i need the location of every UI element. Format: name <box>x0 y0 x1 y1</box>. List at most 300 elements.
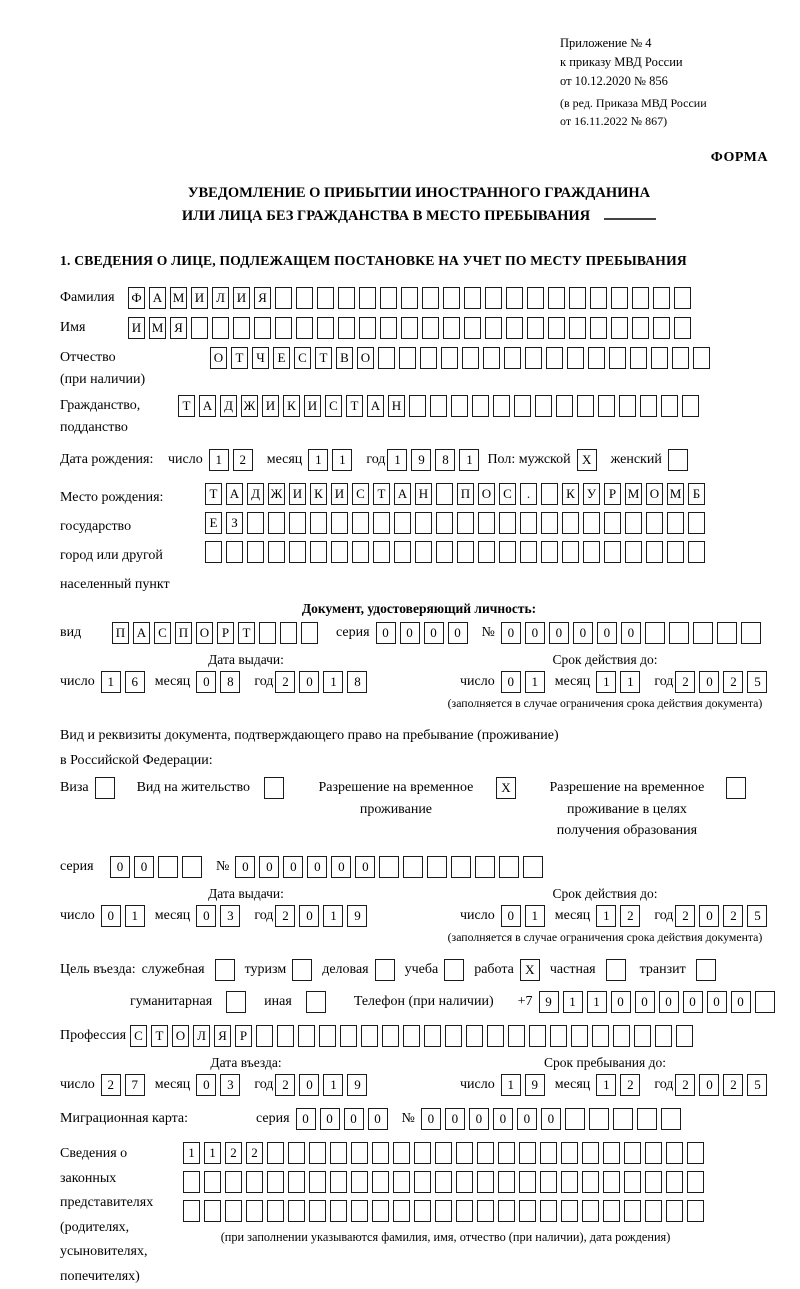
form-cell[interactable]: 0 <box>469 1108 489 1130</box>
form-cell[interactable]: 5 <box>747 671 767 693</box>
form-cell[interactable] <box>693 347 710 369</box>
form-cell[interactable] <box>436 512 453 534</box>
form-cell[interactable] <box>443 287 460 309</box>
form-cell[interactable] <box>561 1171 578 1193</box>
form-cell[interactable] <box>582 1171 599 1193</box>
form-cell[interactable]: Н <box>388 395 405 417</box>
form-cell[interactable] <box>504 347 521 369</box>
form-cell[interactable] <box>445 1025 462 1047</box>
form-cell[interactable] <box>352 512 369 534</box>
form-cell[interactable]: 2 <box>723 1074 743 1096</box>
form-cell[interactable] <box>668 449 688 471</box>
form-cell[interactable] <box>632 317 649 339</box>
form-cell[interactable] <box>645 622 665 644</box>
form-cell[interactable]: 0 <box>368 1108 388 1130</box>
form-cell[interactable]: С <box>499 483 516 505</box>
form-cell[interactable] <box>435 1200 452 1222</box>
form-cell[interactable] <box>519 1171 536 1193</box>
form-cell[interactable] <box>317 287 334 309</box>
form-cell[interactable] <box>351 1200 368 1222</box>
form-cell[interactable] <box>275 287 292 309</box>
form-cell[interactable] <box>619 395 636 417</box>
form-cell[interactable]: 3 <box>220 1074 240 1096</box>
form-cell[interactable] <box>464 287 481 309</box>
form-cell[interactable] <box>582 1142 599 1164</box>
form-cell[interactable]: 0 <box>134 856 154 878</box>
form-cell[interactable]: 2 <box>675 671 695 693</box>
form-cell[interactable]: 1 <box>596 671 616 693</box>
form-cell[interactable] <box>498 1171 515 1193</box>
form-cell[interactable]: X <box>496 777 516 799</box>
form-cell[interactable]: . <box>520 483 537 505</box>
form-cell[interactable] <box>666 1142 683 1164</box>
form-cell[interactable] <box>477 1200 494 1222</box>
form-cell[interactable] <box>191 317 208 339</box>
form-cell[interactable] <box>669 622 689 644</box>
form-cell[interactable] <box>548 317 565 339</box>
form-cell[interactable] <box>624 1200 641 1222</box>
form-cell[interactable]: 0 <box>196 1074 216 1096</box>
form-cell[interactable] <box>634 1025 651 1047</box>
form-cell[interactable]: Ф <box>128 287 145 309</box>
form-cell[interactable] <box>624 1142 641 1164</box>
form-cell[interactable]: 1 <box>596 905 616 927</box>
form-cell[interactable] <box>588 347 605 369</box>
form-cell[interactable] <box>267 1200 284 1222</box>
form-cell[interactable] <box>393 1200 410 1222</box>
form-cell[interactable]: 0 <box>448 622 468 644</box>
form-cell[interactable] <box>441 347 458 369</box>
form-cell[interactable] <box>540 1171 557 1193</box>
form-cell[interactable] <box>540 1200 557 1222</box>
form-cell[interactable]: С <box>154 622 171 644</box>
form-cell[interactable] <box>310 541 327 563</box>
form-cell[interactable]: 2 <box>275 1074 295 1096</box>
form-cell[interactable] <box>204 1200 221 1222</box>
form-cell[interactable]: 0 <box>659 991 679 1013</box>
form-cell[interactable] <box>687 1171 704 1193</box>
form-cell[interactable] <box>292 959 312 981</box>
form-cell[interactable]: 1 <box>323 671 343 693</box>
form-cell[interactable]: Р <box>604 483 621 505</box>
form-cell[interactable] <box>359 317 376 339</box>
form-cell[interactable]: А <box>394 483 411 505</box>
form-cell[interactable]: Д <box>247 483 264 505</box>
form-cell[interactable]: Т <box>231 347 248 369</box>
form-cell[interactable] <box>589 1108 609 1130</box>
form-cell[interactable] <box>361 1025 378 1047</box>
form-cell[interactable]: П <box>457 483 474 505</box>
form-cell[interactable]: 0 <box>683 991 703 1013</box>
form-cell[interactable] <box>288 1200 305 1222</box>
form-cell[interactable]: 0 <box>611 991 631 1013</box>
form-cell[interactable] <box>472 395 489 417</box>
form-cell[interactable] <box>527 317 544 339</box>
form-cell[interactable]: 1 <box>501 1074 521 1096</box>
form-cell[interactable] <box>414 1200 431 1222</box>
form-cell[interactable] <box>604 541 621 563</box>
form-cell[interactable]: Е <box>205 512 222 534</box>
form-cell[interactable] <box>592 1025 609 1047</box>
form-cell[interactable] <box>456 1200 473 1222</box>
form-cell[interactable]: Я <box>170 317 187 339</box>
form-cell[interactable] <box>372 1171 389 1193</box>
form-cell[interactable]: 2 <box>101 1074 121 1096</box>
form-cell[interactable] <box>435 1171 452 1193</box>
form-cell[interactable]: И <box>289 483 306 505</box>
form-cell[interactable] <box>379 856 399 878</box>
form-cell[interactable] <box>352 541 369 563</box>
form-cell[interactable]: 0 <box>707 991 727 1013</box>
form-cell[interactable] <box>667 512 684 534</box>
form-cell[interactable] <box>498 1200 515 1222</box>
form-cell[interactable]: 0 <box>299 671 319 693</box>
form-cell[interactable]: У <box>583 483 600 505</box>
form-cell[interactable] <box>653 287 670 309</box>
form-cell[interactable] <box>330 1142 347 1164</box>
form-cell[interactable] <box>535 395 552 417</box>
form-cell[interactable]: Т <box>315 347 332 369</box>
form-cell[interactable]: 1 <box>387 449 407 471</box>
form-cell[interactable] <box>422 317 439 339</box>
form-cell[interactable]: Б <box>688 483 705 505</box>
form-cell[interactable] <box>288 1142 305 1164</box>
form-cell[interactable] <box>613 1025 630 1047</box>
form-cell[interactable] <box>403 856 423 878</box>
form-cell[interactable]: 2 <box>723 671 743 693</box>
form-cell[interactable]: 1 <box>525 671 545 693</box>
form-cell[interactable]: И <box>191 287 208 309</box>
form-cell[interactable] <box>226 541 243 563</box>
form-cell[interactable] <box>696 959 716 981</box>
form-cell[interactable] <box>409 395 426 417</box>
form-cell[interactable]: 0 <box>541 1108 561 1130</box>
form-cell[interactable] <box>373 512 390 534</box>
form-cell[interactable]: Т <box>178 395 195 417</box>
form-cell[interactable]: С <box>130 1025 147 1047</box>
form-cell[interactable] <box>487 1025 504 1047</box>
form-cell[interactable]: 1 <box>459 449 479 471</box>
form-cell[interactable]: Я <box>254 287 271 309</box>
form-cell[interactable] <box>550 1025 567 1047</box>
form-cell[interactable]: 1 <box>183 1142 200 1164</box>
form-cell[interactable]: О <box>196 622 213 644</box>
form-cell[interactable] <box>256 1025 273 1047</box>
form-cell[interactable] <box>330 1200 347 1222</box>
form-cell[interactable] <box>499 856 519 878</box>
form-cell[interactable] <box>590 317 607 339</box>
form-cell[interactable] <box>401 317 418 339</box>
form-cell[interactable] <box>394 512 411 534</box>
form-cell[interactable] <box>717 622 737 644</box>
form-cell[interactable] <box>590 287 607 309</box>
form-cell[interactable]: 2 <box>620 905 640 927</box>
form-cell[interactable] <box>319 1025 336 1047</box>
form-cell[interactable] <box>569 287 586 309</box>
form-cell[interactable] <box>475 856 495 878</box>
form-cell[interactable]: И <box>128 317 145 339</box>
form-cell[interactable] <box>351 1142 368 1164</box>
form-cell[interactable]: 9 <box>539 991 559 1013</box>
form-cell[interactable] <box>651 347 668 369</box>
form-cell[interactable]: 2 <box>620 1074 640 1096</box>
form-cell[interactable] <box>296 317 313 339</box>
form-cell[interactable] <box>268 512 285 534</box>
form-cell[interactable]: И <box>262 395 279 417</box>
form-cell[interactable] <box>577 395 594 417</box>
form-cell[interactable] <box>183 1200 200 1222</box>
form-cell[interactable] <box>506 287 523 309</box>
form-cell[interactable]: 0 <box>493 1108 513 1130</box>
form-cell[interactable] <box>309 1142 326 1164</box>
form-cell[interactable] <box>183 1171 200 1193</box>
form-cell[interactable] <box>420 347 437 369</box>
form-cell[interactable] <box>247 512 264 534</box>
form-cell[interactable]: Ж <box>268 483 285 505</box>
form-cell[interactable]: 0 <box>320 1108 340 1130</box>
form-cell[interactable] <box>598 395 615 417</box>
form-cell[interactable] <box>375 959 395 981</box>
form-cell[interactable] <box>661 1108 681 1130</box>
form-cell[interactable]: 2 <box>275 671 295 693</box>
form-cell[interactable] <box>443 317 460 339</box>
form-cell[interactable]: Л <box>193 1025 210 1047</box>
form-cell[interactable] <box>611 317 628 339</box>
form-cell[interactable] <box>666 1200 683 1222</box>
form-cell[interactable] <box>451 856 471 878</box>
form-cell[interactable]: 0 <box>296 1108 316 1130</box>
form-cell[interactable] <box>310 512 327 534</box>
form-cell[interactable] <box>254 317 271 339</box>
form-cell[interactable] <box>478 512 495 534</box>
form-cell[interactable] <box>604 512 621 534</box>
form-cell[interactable] <box>182 856 202 878</box>
form-cell[interactable]: Р <box>235 1025 252 1047</box>
form-cell[interactable] <box>562 512 579 534</box>
form-cell[interactable] <box>688 541 705 563</box>
form-cell[interactable]: 2 <box>233 449 253 471</box>
form-cell[interactable] <box>306 991 326 1013</box>
form-cell[interactable] <box>755 991 775 1013</box>
form-cell[interactable] <box>212 317 229 339</box>
form-cell[interactable] <box>246 1171 263 1193</box>
form-cell[interactable] <box>399 347 416 369</box>
form-cell[interactable]: 0 <box>376 622 396 644</box>
form-cell[interactable] <box>415 512 432 534</box>
form-cell[interactable] <box>525 347 542 369</box>
form-cell[interactable] <box>226 991 246 1013</box>
form-cell[interactable] <box>436 483 453 505</box>
form-cell[interactable] <box>359 287 376 309</box>
form-cell[interactable] <box>561 1200 578 1222</box>
form-cell[interactable]: 1 <box>596 1074 616 1096</box>
form-cell[interactable] <box>582 1200 599 1222</box>
form-cell[interactable] <box>567 347 584 369</box>
form-cell[interactable] <box>317 317 334 339</box>
form-cell[interactable] <box>687 1142 704 1164</box>
form-cell[interactable] <box>645 1200 662 1222</box>
form-cell[interactable] <box>556 395 573 417</box>
form-cell[interactable] <box>569 317 586 339</box>
form-cell[interactable] <box>424 1025 441 1047</box>
form-cell[interactable]: X <box>520 959 540 981</box>
form-cell[interactable] <box>546 347 563 369</box>
form-cell[interactable] <box>289 512 306 534</box>
form-cell[interactable] <box>478 541 495 563</box>
form-cell[interactable]: 8 <box>347 671 367 693</box>
form-cell[interactable]: 1 <box>323 905 343 927</box>
form-cell[interactable] <box>225 1200 242 1222</box>
form-cell[interactable]: 0 <box>331 856 351 878</box>
form-cell[interactable]: А <box>367 395 384 417</box>
form-cell[interactable]: М <box>667 483 684 505</box>
form-cell[interactable] <box>225 1171 242 1193</box>
form-cell[interactable] <box>624 1171 641 1193</box>
form-cell[interactable]: Я <box>214 1025 231 1047</box>
form-cell[interactable] <box>637 1108 657 1130</box>
form-cell[interactable]: 0 <box>501 622 521 644</box>
form-cell[interactable]: 0 <box>110 856 130 878</box>
form-cell[interactable]: 0 <box>307 856 327 878</box>
form-cell[interactable] <box>215 959 235 981</box>
form-cell[interactable]: 1 <box>563 991 583 1013</box>
form-cell[interactable] <box>394 541 411 563</box>
form-cell[interactable]: О <box>210 347 227 369</box>
form-cell[interactable] <box>630 347 647 369</box>
form-cell[interactable] <box>373 541 390 563</box>
form-cell[interactable] <box>414 1171 431 1193</box>
form-cell[interactable] <box>541 512 558 534</box>
form-cell[interactable]: 0 <box>283 856 303 878</box>
form-cell[interactable] <box>247 541 264 563</box>
form-cell[interactable]: О <box>172 1025 189 1047</box>
form-cell[interactable]: 0 <box>101 905 121 927</box>
form-cell[interactable]: 1 <box>308 449 328 471</box>
form-cell[interactable] <box>415 541 432 563</box>
form-cell[interactable] <box>506 317 523 339</box>
form-cell[interactable] <box>298 1025 315 1047</box>
form-cell[interactable]: М <box>625 483 642 505</box>
form-cell[interactable] <box>456 1171 473 1193</box>
form-cell[interactable]: 9 <box>347 1074 367 1096</box>
form-cell[interactable]: 1 <box>101 671 121 693</box>
form-cell[interactable] <box>682 395 699 417</box>
form-cell[interactable] <box>609 347 626 369</box>
form-cell[interactable]: 1 <box>209 449 229 471</box>
form-cell[interactable]: 0 <box>400 622 420 644</box>
form-cell[interactable] <box>611 287 628 309</box>
form-cell[interactable] <box>625 541 642 563</box>
form-cell[interactable] <box>268 541 285 563</box>
form-cell[interactable] <box>655 1025 672 1047</box>
form-cell[interactable]: С <box>325 395 342 417</box>
form-cell[interactable] <box>632 287 649 309</box>
form-cell[interactable] <box>693 622 713 644</box>
form-cell[interactable] <box>466 1025 483 1047</box>
form-cell[interactable]: Е <box>273 347 290 369</box>
form-cell[interactable]: И <box>304 395 321 417</box>
form-cell[interactable]: 0 <box>699 1074 719 1096</box>
form-cell[interactable] <box>246 1200 263 1222</box>
form-cell[interactable] <box>309 1200 326 1222</box>
form-cell[interactable]: А <box>133 622 150 644</box>
form-cell[interactable]: 2 <box>225 1142 242 1164</box>
form-cell[interactable]: Т <box>373 483 390 505</box>
form-cell[interactable]: О <box>478 483 495 505</box>
form-cell[interactable] <box>561 1142 578 1164</box>
form-cell[interactable]: Т <box>205 483 222 505</box>
form-cell[interactable] <box>380 287 397 309</box>
form-cell[interactable]: 2 <box>246 1142 263 1164</box>
form-cell[interactable]: 7 <box>125 1074 145 1096</box>
form-cell[interactable]: С <box>294 347 311 369</box>
form-cell[interactable] <box>726 777 746 799</box>
form-cell[interactable] <box>565 1108 585 1130</box>
form-cell[interactable] <box>613 1108 633 1130</box>
form-cell[interactable] <box>436 541 453 563</box>
form-cell[interactable] <box>372 1200 389 1222</box>
form-cell[interactable]: 0 <box>421 1108 441 1130</box>
form-cell[interactable] <box>485 317 502 339</box>
form-cell[interactable]: 0 <box>355 856 375 878</box>
form-cell[interactable]: Т <box>238 622 255 644</box>
form-cell[interactable] <box>498 1142 515 1164</box>
form-cell[interactable] <box>666 1171 683 1193</box>
form-cell[interactable] <box>603 1142 620 1164</box>
form-cell[interactable] <box>267 1142 284 1164</box>
form-cell[interactable] <box>456 1142 473 1164</box>
form-cell[interactable]: 0 <box>196 671 216 693</box>
form-cell[interactable] <box>645 1142 662 1164</box>
form-cell[interactable] <box>674 287 691 309</box>
form-cell[interactable] <box>464 317 481 339</box>
form-cell[interactable] <box>493 395 510 417</box>
form-cell[interactable] <box>233 317 250 339</box>
form-cell[interactable] <box>520 512 537 534</box>
form-cell[interactable] <box>676 1025 693 1047</box>
form-cell[interactable] <box>330 1171 347 1193</box>
form-cell[interactable] <box>646 541 663 563</box>
form-cell[interactable] <box>378 347 395 369</box>
form-cell[interactable] <box>95 777 115 799</box>
form-cell[interactable]: 0 <box>424 622 444 644</box>
form-cell[interactable] <box>603 1200 620 1222</box>
form-cell[interactable]: С <box>352 483 369 505</box>
form-cell[interactable] <box>667 541 684 563</box>
form-cell[interactable]: 2 <box>723 905 743 927</box>
form-cell[interactable] <box>519 1142 536 1164</box>
form-cell[interactable]: М <box>149 317 166 339</box>
form-cell[interactable]: 8 <box>435 449 455 471</box>
form-cell[interactable]: 1 <box>332 449 352 471</box>
form-cell[interactable]: 0 <box>299 905 319 927</box>
form-cell[interactable] <box>640 395 657 417</box>
form-cell[interactable] <box>562 541 579 563</box>
form-cell[interactable] <box>523 856 543 878</box>
form-cell[interactable]: Д <box>220 395 237 417</box>
form-cell[interactable]: 0 <box>501 671 521 693</box>
form-cell[interactable] <box>672 347 689 369</box>
form-cell[interactable]: 9 <box>525 1074 545 1096</box>
form-cell[interactable] <box>688 512 705 534</box>
form-cell[interactable]: X <box>577 449 597 471</box>
form-cell[interactable] <box>301 622 318 644</box>
form-cell[interactable] <box>382 1025 399 1047</box>
form-cell[interactable] <box>275 317 292 339</box>
form-cell[interactable] <box>520 541 537 563</box>
form-cell[interactable] <box>280 622 297 644</box>
form-cell[interactable]: И <box>331 483 348 505</box>
